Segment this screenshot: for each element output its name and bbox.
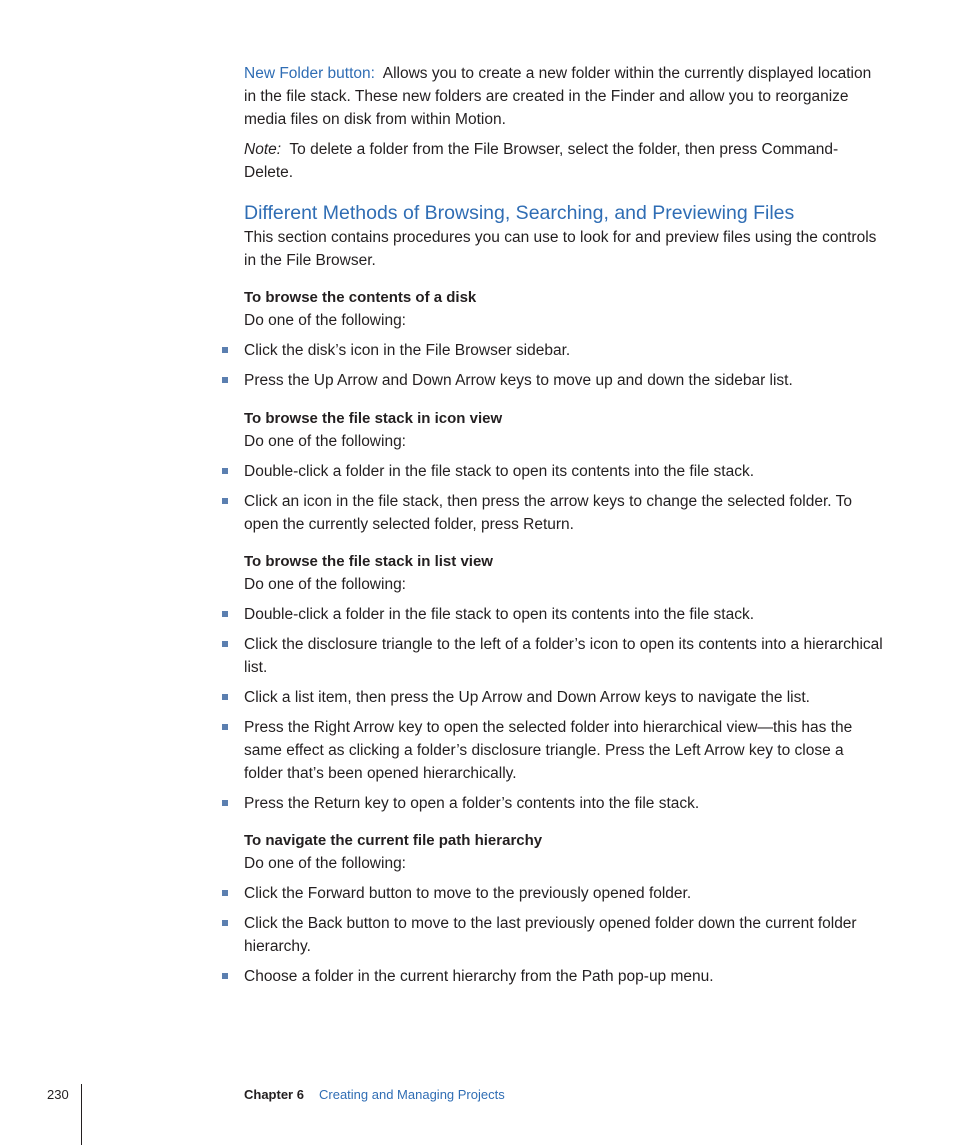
task-title: To browse the file stack in icon view [244, 410, 503, 427]
list-item-text: Click the disclosure triangle to the left of a folder’s icon to open its contents into a hierarchical list. [244, 636, 883, 676]
list-item-text: Click the Forward button to move to the previously opened folder. [244, 885, 692, 902]
task-title: To browse the contents of a disk [244, 289, 477, 306]
bullet-square-icon [222, 377, 228, 383]
note-paragraph [244, 138, 884, 184]
task-lead: Do one of the following: [244, 312, 406, 329]
list-item-text: Press the Up Arrow and Down Arrow keys to move up and down the sidebar list. [244, 372, 793, 389]
list-item-text: Click the Back button to move to the last previously opened folder down the current folder hierarchy. [244, 915, 857, 955]
new-folder-paragraph [244, 62, 884, 131]
task-title: To navigate the current file path hierarchy [244, 832, 543, 849]
list-item-text: Click the disk’s icon in the File Browser sidebar. [244, 342, 571, 359]
list-item-text: Double-click a folder in the file stack to open its contents into the file stack. [244, 606, 755, 623]
bullet-square-icon [222, 347, 228, 353]
bullet-square-icon [222, 890, 228, 896]
bullet-square-icon [222, 920, 228, 926]
bullet-square-icon [222, 800, 228, 806]
page-number: 230 [47, 1087, 69, 1102]
task-title: To browse the file stack in list view [244, 553, 493, 570]
new-folder-text: Allows you to create a new folder within the currently displayed location in the file stack. These new folders are created in the Finder and allow you to reorganize media files on disk from within Motion. [244, 65, 872, 128]
bullet-square-icon [222, 724, 228, 730]
note-label: Note: [244, 141, 282, 158]
task-lead: Do one of the following: [244, 433, 406, 450]
section-heading: Different Methods of Browsing, Searching, and Previewing Files [244, 202, 795, 224]
bullet-square-icon [222, 973, 228, 979]
footer-divider [81, 1084, 82, 1145]
bullet-square-icon [222, 498, 228, 504]
footer-chapter-title: Creating and Managing Projects [319, 1087, 505, 1102]
list-item-text: Click an icon in the file stack, then press the arrow keys to change the selected folder. To open the currently selected folder, press Return. [244, 493, 852, 533]
list-item-text: Double-click a folder in the file stack to open its contents into the file stack. [244, 463, 755, 480]
note-text: To delete a folder from the File Browser, select the folder, then press Command-Delete. [244, 141, 839, 181]
list-item-text: Press the Return key to open a folder’s contents into the file stack. [244, 795, 700, 812]
list-item-text: Choose a folder in the current hierarchy from the Path pop-up menu. [244, 968, 714, 985]
footer-chapter: Chapter 6 [244, 1087, 304, 1102]
list-item-text: Click a list item, then press the Up Arrow and Down Arrow keys to navigate the list. [244, 689, 810, 706]
new-folder-term: New Folder button: [244, 65, 375, 82]
task-lead: Do one of the following: [244, 576, 406, 593]
bullet-square-icon [222, 468, 228, 474]
list-item-text: Press the Right Arrow key to open the selected folder into hierarchical view—this has the same effect as clicking a folder’s disclosure triangle. Press the Left Arrow key to close a folder that’s been opened hierarchically. [244, 719, 853, 782]
task-lead: Do one of the following: [244, 855, 406, 872]
bullet-square-icon [222, 611, 228, 617]
bullet-square-icon [222, 641, 228, 647]
bullet-square-icon [222, 694, 228, 700]
section-intro: This section contains procedures you can use to look for and preview files using the controls in the File Browser. [244, 229, 877, 269]
